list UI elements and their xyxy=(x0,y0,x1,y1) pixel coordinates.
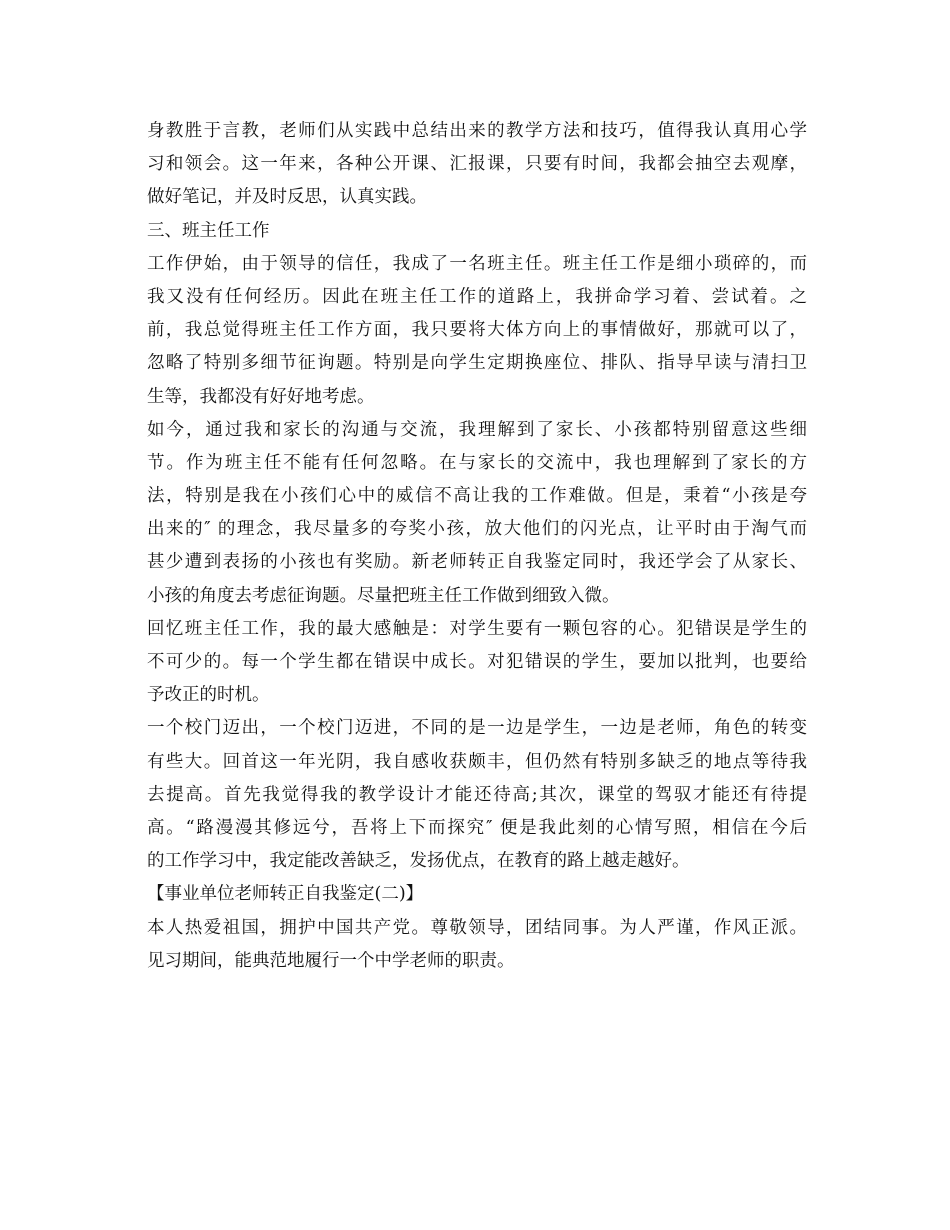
text-line: 忽略了特别多细节征询题。特别是向学生定期换座位、排队、指导早读与清扫卫 xyxy=(147,353,807,374)
text-line: 甚少遭到表扬的小孩也有奖励。新老师转正自我鉴定同时，我还学会了从家长、 xyxy=(147,552,807,573)
text-line: 予改正的时机。 xyxy=(147,685,270,706)
text-line: 法，特别是我在小孩们心中的威信不高让我的工作难做。但是，秉着“小孩是夸 xyxy=(147,486,807,507)
text-line: 一个校门迈出，一个校门迈进，不同的是一边是学生，一边是老师，角色的转变 xyxy=(147,718,807,739)
text-line: 高。“路漫漫其修远兮，吾将上下而探究″ 便是我此刻的心情写照，相信在今后 xyxy=(147,817,807,838)
text-line: 生等，我都没有好好地考虑。 xyxy=(147,386,375,407)
text-line: 习和领会。这一年来，各种公开课、汇报课，只要有时间，我都会抽空去观摩， xyxy=(147,154,807,175)
document-body xyxy=(147,115,807,978)
text-line: 我又没有任何经历。因此在班主任工作的道路上，我拼命学习着、尝试着。之 xyxy=(147,286,807,307)
text-line: 做好笔记，并及时反思，认真实践。 xyxy=(147,187,427,208)
text-line: 工作伊始，由于领导的信任，我成了一名班主任。班主任工作是细小琐碎的，而 xyxy=(147,253,807,274)
text-line: 出来的″ 的理念，我尽量多的夸奖小孩，放大他们的闪光点，让平时由于淘气而 xyxy=(147,519,807,540)
text-line: 的工作学习中，我定能改善缺乏，发扬优点，在教育的路上越走越好。 xyxy=(147,851,690,872)
text-line: 去提高。首先我觉得我的教学设计才能还待高;其次，课堂的驾驭才能还有待提 xyxy=(147,784,807,805)
text-line: 身教胜于言教，老师们从实践中总结出来的教学方法和技巧，值得我认真用心学 xyxy=(147,121,807,141)
text-line: 本人热爱祖国，拥护中国共产党。尊敬领导，团结同事。为人严谨，作风正派。 xyxy=(147,917,807,938)
text-line: 见习期间，能典范地履行一个中学老师的职责。 xyxy=(147,950,515,971)
text-line: 如今，通过我和家长的沟通与交流，我理解到了家长、小孩都特别留意这些细 xyxy=(147,419,807,440)
text-line: 三、班主任工作 xyxy=(147,220,270,241)
text-line: 前，我总觉得班主任工作方面，我只要将大体方向上的事情做好，那就可以了， xyxy=(147,320,807,341)
text-line: 有些大。回首这一年光阴，我自感收获颇丰，但仍然有特别多缺乏的地点等待我 xyxy=(147,751,807,772)
text-line: 不可少的。每一个学生都在错误中成长。对犯错误的学生，要加以批判，也要给 xyxy=(147,652,807,672)
text-line: 回忆班主任工作，我的最大感触是：对学生要有一颗包容的心。犯错误是学生的 xyxy=(147,618,807,639)
text-line: 小孩的角度去考虑征询题。尽量把班主任工作做到细致入微。 xyxy=(147,585,620,606)
text-line: 【事业单位老师转正自我鉴定(二)】 xyxy=(147,884,424,905)
text-line: 节。作为班主任不能有任何忽略。在与家长的交流中，我也理解到了家长的方 xyxy=(147,452,807,473)
